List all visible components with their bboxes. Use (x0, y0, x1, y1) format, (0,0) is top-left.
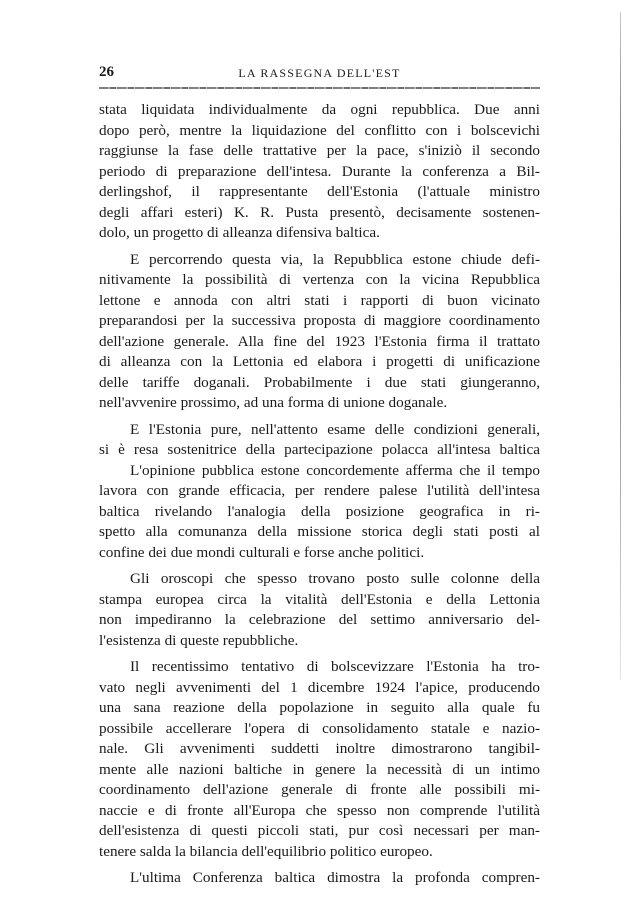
text-line: dolo, un progetto di alleanza difensiva baltica. (99, 224, 380, 241)
text-line: non impediranno la celebrazione del settimo anniversario del- (99, 611, 540, 628)
text-line: mente alle nazioni baltiche in genere la necessità di un intimo (99, 760, 540, 778)
paragraph (99, 420, 540, 461)
text-line: di alleanza con la Lettonia ed elabora i progetti di unificazione (99, 353, 540, 370)
text-line: stata liquidata individualmente da ogni repubblica. Due anni (99, 101, 540, 118)
text-line: stampa europea circa la vitalità dell'Estonia e della Lettonia (99, 590, 540, 608)
text-line: degli affari esteri) K. R. Pusta presentò, decisamente sostenen- (99, 203, 540, 221)
header-rule (99, 87, 540, 89)
text-line: coordinamento dell'azione generale di fronte alle possibili mi- (99, 781, 540, 798)
text-line: baltica rivelando l'analogia della posizione geografica in ri- (99, 502, 540, 520)
text-line: l'esistenza di queste repubbliche. (99, 631, 299, 649)
text-line: dell'azione generale. Alla fine del 1923 l'Estonia firma il trattato (99, 332, 540, 350)
page-edge-line (620, 12, 621, 680)
text-line: Il recentissimo tentativo di bolscevizzare l'Estonia ha tro- (130, 658, 540, 675)
text-line: Gli oroscopi che spesso trovano posto sulle colonne della (130, 570, 540, 587)
text-line: lettone e annoda con altri stati i rapporti di buon vicinato (99, 291, 540, 309)
paragraph (99, 569, 540, 651)
text-line: naccie e di fronte all'Europa che spesso non comprende l'utilità (99, 801, 540, 819)
body-text (99, 100, 540, 889)
text-line: preparandosi per la successiva proposta di maggiore coordinamento (99, 312, 540, 329)
paragraph (99, 868, 540, 889)
journal-title: LA RASSEGNA DELL'EST (238, 66, 401, 80)
text-line: L'ultima Conferenza baltica dimostra la profonda compren- (130, 869, 540, 886)
text-line: confine dei due mondi culturali e forse anche politici. (99, 543, 425, 561)
page-number: 26 (99, 64, 114, 80)
paragraph (99, 100, 540, 244)
text-line: nitivamente la possibilità di vertenza con la vicina Repubblica (99, 271, 540, 288)
text-line: dell'esistenza di questi piccoli stati, pur così necessari per man- (99, 822, 540, 839)
text-line: nell'avvenire prossimo, ad una forma di unione doganale. (99, 394, 448, 411)
text-line: L'opinione pubblica estone concordemente afferma che il tempo (130, 461, 540, 479)
text-line: E l'Estonia pure, nell'attento esame delle condizioni generali, (130, 420, 540, 438)
text-line: spetto alla comunanza della missione storica degli stati posti al (99, 523, 540, 540)
paragraph (99, 657, 540, 862)
text-line: delle tariffe doganali. Probabilmente i due stati giungeranno, (99, 373, 540, 391)
text-line: nale. Gli avvenimenti suddetti inoltre dimostrarono tangibil- (99, 740, 540, 757)
text-line: possibile accellerare l'opera di consolidamento statale e nazio- (99, 719, 540, 737)
text-line: vato negli avvenimenti del 1 dicembre 1924 l'apice, producendo (99, 678, 540, 696)
text-line: periodo di preparazione dell'intesa. Durante la conferenza a Bil- (99, 162, 540, 180)
paragraph (99, 461, 540, 564)
paragraph (99, 250, 540, 414)
text-line: una sana reazione della popolazione in seguito alla quale fu (99, 699, 540, 716)
text-line: tenere salda la bilancia dell'equilibrio politico europeo. (99, 842, 433, 860)
text-line: si è resa sostenitrice della partecipazione polacca all'intesa baltica (99, 441, 540, 458)
text-line: raggiunse la fase delle trattative per la pace, s'iniziò il secondo (99, 142, 540, 159)
text-line: lavora con grande efficacia, per rendere palese l'utilità dell'intesa (99, 482, 540, 499)
text-line: dopo però, mentre la liquidazione del conflitto con i bolscevichi (99, 121, 540, 139)
running-head (99, 63, 540, 83)
text-line: E percorrendo questa via, la Repubblica estone chiude defi- (130, 250, 540, 268)
text-line: derlingshof, il rappresentante dell'Estonia (l'attuale ministro (99, 183, 540, 200)
